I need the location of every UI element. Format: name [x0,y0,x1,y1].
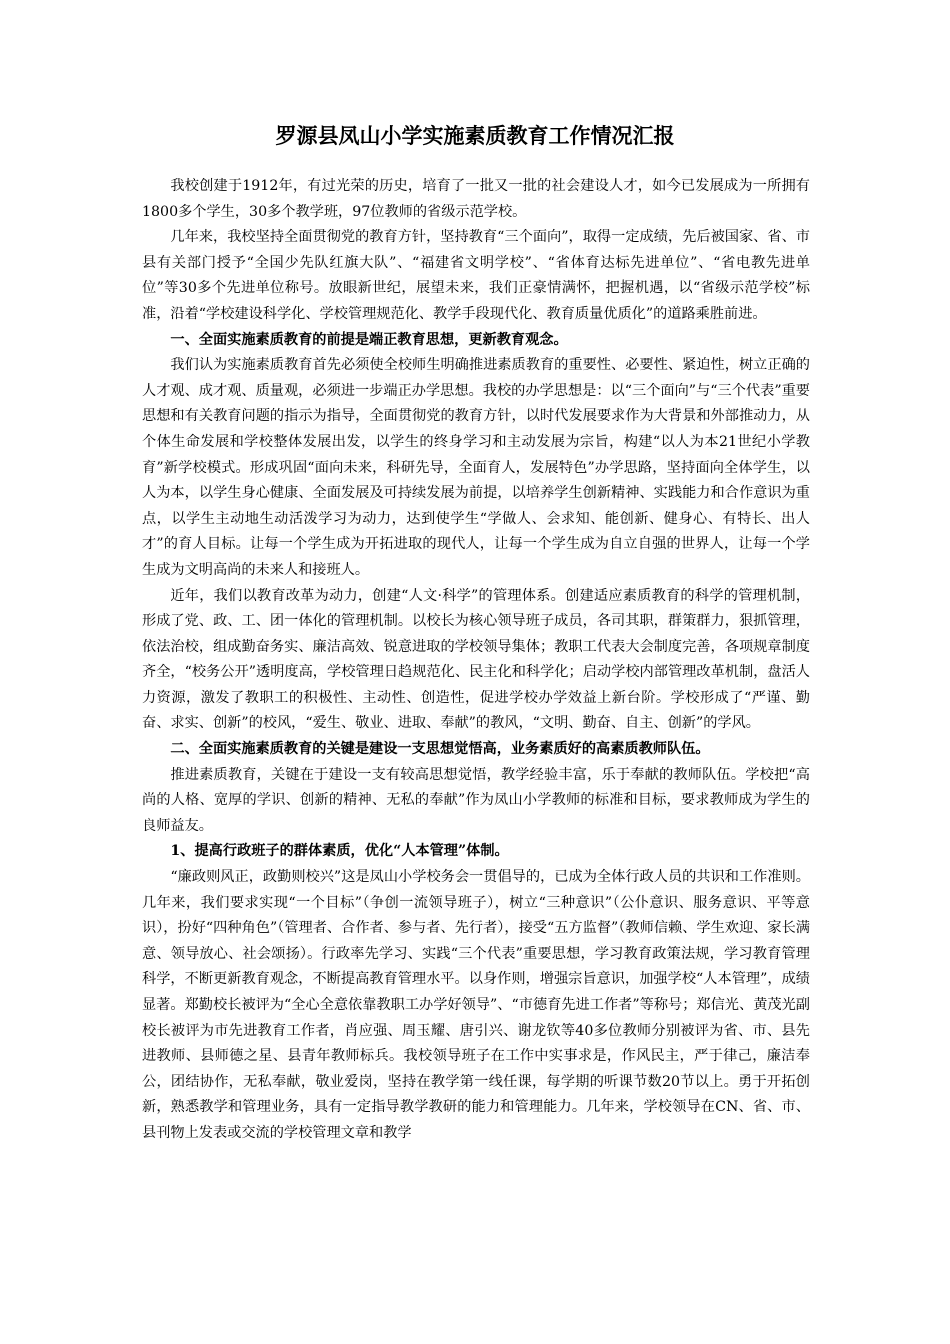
section-heading: 1、提高行政班子的群体素质，优化“人本管理”体制。 [170,843,509,860]
body-paragraph: 我校创建于1912年，有过光荣的历史，培育了一批又一批的社会建设人才，如今已发展成为一所拥有1800多个学生，30多个教学班，97位教师的省级示范学校。 [142,178,810,220]
body-paragraph: “廉政则风正，政勤则校兴”这是凤山小学校务会一贯倡导的，已成为全体行政人员的共识和工作准则。几年来，我们要求实现“一个目标”（争创一流领导班子），树立“三种意识”（公仆意识、服务意识、平等意识），扮好“四种角色”（管理者、合作者、参与者、先行者），接受“五方监督”（教师信赖、学生欢迎、家长满意、领导放心、社会颂扬）。行政率先学习、实践“三个代表”重要思想，学习教育政策法规，学习教育管理科学，不断更新教育观念，不断提高教育管理水平。以身作则，增强宗旨意识，加强学校“人本管理”，成绩显著。郑勤校长被评为“全心全意依靠教职工办学好领导”、“市德育先进工作者”等称号；郑信光、黄茂光副校长被评为市先进教育工作者，肖应强、周玉耀、唐引兴、谢龙钦等40多位教师分别被评为省、市、县先进教师、县师德之星、县青年教师标兵。我校领导班子在工作中实事求是，作风民主，严于律己，廉洁奉公，团结协作，无私奉献，敬业爱岗，坚持在教学第一线任课，每学期的听课节数20节以上。勇于开拓创新，熟悉教学和管理业务，具有一定指导教学教研的能力和管理能力。几年来，学校领导在CN、省、市、县刊物上发表或交流的学校管理文章和教学 [142,869,810,1141]
section-heading: 二、全面实施素质教育的关键是建设一支思想觉悟高，业务素质好的高素质教师队伍。 [170,741,710,758]
body-paragraph: 推进素质教育，关键在于建设一支有较高思想觉悟，教学经验丰富，乐于奉献的教师队伍。学校把“高尚的人格、宽厚的学识、创新的精神、无私的奉献”作为凤山小学教师的标准和目标，要求教师成为学生的良师益友。 [142,766,810,834]
body-paragraph: 我们认为实施素质教育首先必须使全校师生明确推进素质教育的重要性、必要性、紧迫性，树立正确的人才观、成才观、质量观，必须进一步端正办学思想。我校的办学思想是：以“三个面向”与“三个代表”重要思想和有关教育问题的指示为指导，全面贯彻党的教育方针，以时代发展要求作为大背景和外部推动力，从个体生命发展和学校整体发展出发，以学生的终身学习和主动发展为宗旨，构建“以人为本21世纪小学教育”新学校模式。形成巩固“面向未来，科研先导，全面育人，发展特色”办学思路，坚持面向全体学生，以人为本，以学生身心健康、全面发展及可持续发展为前提，以培养学生创新精神、实践能力和合作意识为重点，以学生主动地生动活泼学习为动力，达到使学生“学做人、会求知、能创新、健身心、有特长、出人才”的育人目标。让每一个学生成为开拓进取的现代人，让每一个学生成为自立自强的世界人，让每一个学生成为文明高尚的未来人和接班人。 [142,357,810,578]
body-paragraph: 近年，我们以教育改革为动力，创建“人文·科学”的管理体系。创建适应素质教育的科学的管理机制，形成了党、政、工、团一体化的管理机制。以校长为核心领导班子成员，各司其职，群策群力，狠抓管理，依法治校，组成勤奋务实、廉洁高效、锐意进取的学校领导集体；教职工代表大会制度完善，各项规章制度齐全，“校务公开”透明度高，学校管理日趋规范化、民主化和科学化；启动学校内部管理改革机制，盘活人力资源，激发了教职工的积极性、主动性、创造性，促进学校办学效益上新台阶。学校形成了“严谨、勤奋、求实、创新”的校风，“爱生、敬业、进取、奉献”的教风，“文明、勤奋、自主、创新”的学风。 [142,587,810,732]
document-title: 罗源县凤山小学实施素质教育工作情况汇报 [275,123,675,148]
body-paragraph: 几年来，我校坚持全面贯彻党的教育方针，坚持教育“三个面向”，取得一定成绩，先后被国家、省、市县有关部门授予“全国少先队红旗大队”、“福建省文明学校”、“省体育达标先进单位”、“省电教先进单位”等30多个先进单位称号。放眼新世纪，展望未来，我们正豪情满怀，把握机遇，以“省级示范学校”标准，沿着“学校建设科学化、学校管理规范化、教学手段现代化、教育质量优质化”的道路乘胜前进。 [142,229,810,322]
document-body [142,174,810,1147]
section-heading: 一、全面实施素质教育的前提是端正教育思想，更新教育观念。 [170,331,568,348]
